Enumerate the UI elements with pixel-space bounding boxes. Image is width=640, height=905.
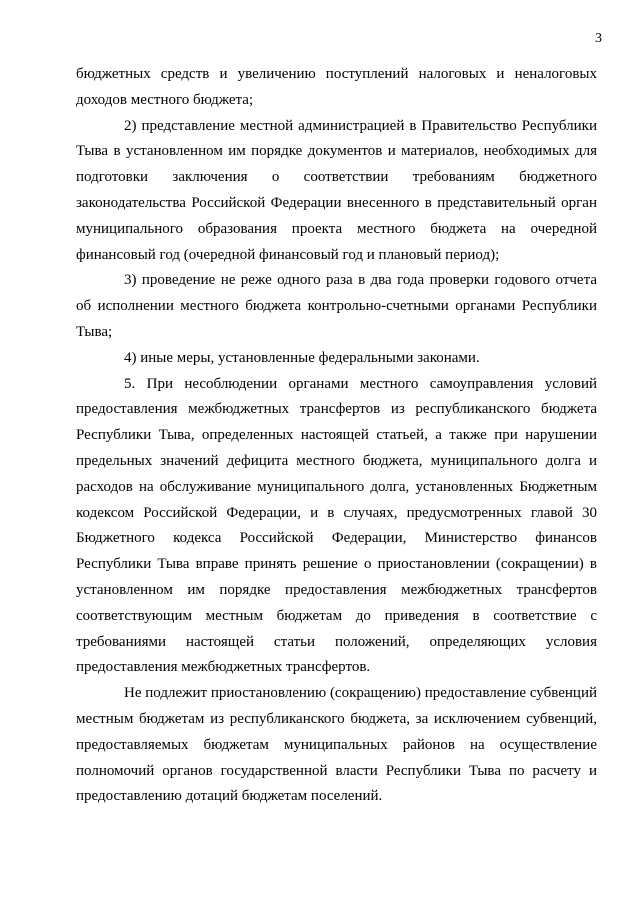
paragraph-item-4: 4) иные меры, установленные федеральными законами. <box>124 349 480 366</box>
paragraph-exception: Не подлежит приостановлению (сокращению) предоставление субвенций местным бюджетам из республиканского бюджета, за исключением субвенций, предоставляемых бюджетам муниципальных районов на осуществление полномочий органов государственной власти Республики Тыва по расчету и предоставлению дотаций бюджетам поселений. <box>76 685 597 805</box>
page-number: 3 <box>595 31 602 46</box>
document-body <box>76 62 597 810</box>
paragraph-section-5: 5. При несоблюдении органами местного самоуправления условий предоставления межбюджетных трансфертов из республиканского бюджета Республики Тыва, определенных настоящей статьей, а также при нарушении предельных значений дефицита местного бюджета, муниципального долга и расходов на обслуживание муниципального долга, установленных Бюджетным кодексом Российской Федерации, и в случаях, предусмотренных главой 30 Бюджетного кодекса Российской Федерации, Министерство финансов Республики Тыва вправе принять решение о приостановлении (сокращении) в установленном им порядке предоставления межбюджетных трансфертов соответствующим местным бюджетам до приведения в соответствие с требованиями настоящей статьи положений, определяющих условия предоставления межбюджетных трансфертов. <box>76 375 597 676</box>
paragraph-item-2: 2) представление местной администрацией в Правительство Республики Тыва в установленном им порядке документов и материалов, необходимых для подготовки заключения о соответствии требованиям бюджетного законодательства Российской Федерации внесенного в представительный орган муниципального образования проекта местного бюджета на очередной финансовый год (очередной финансовый год и плановый период); <box>76 117 597 263</box>
paragraph-continuation: бюджетных средств и увеличению поступлений налоговых и неналоговых доходов местного бюджета; <box>76 66 597 108</box>
paragraph-item-3: 3) проведение не реже одного раза в два года проверки годового отчета об исполнении местного бюджета контрольно-счетными органами Республики Тыва; <box>76 272 597 340</box>
